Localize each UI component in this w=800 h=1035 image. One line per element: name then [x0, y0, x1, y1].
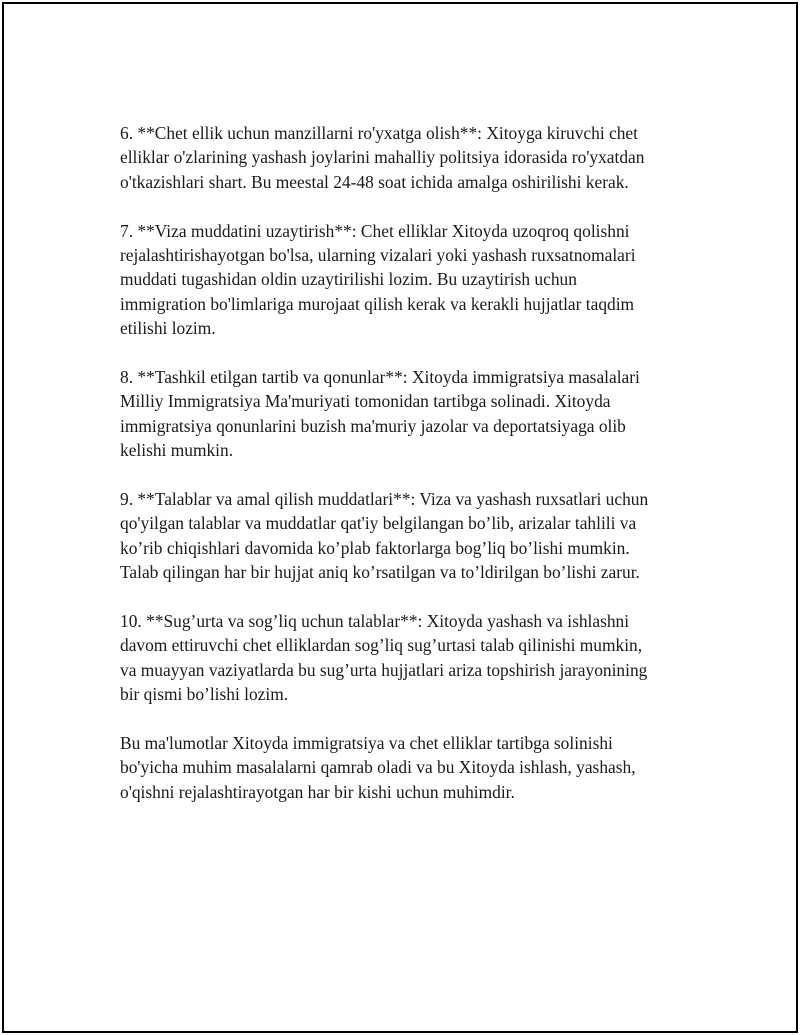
paragraph-item-8: 8. **Tashkil etilgan tartib va qonunlar**: Xitoyda immigratsiya masalalari Milliy Immigratsiya Ma'muriyati tomonidan tartibga solinadi. Xitoyda immigratsiya qonunlarini buzish ma'muriy jazolar va deportatsiyaga olib kelishi mumkin.	[120, 367, 640, 461]
paragraph-item-10: 10. **Sug’urta va sog’liq uchun talablar**: Xitoyda yashash va ishlashni davom ettiruvchi chet elliklardan sog’liq sug’urtasi talab qilinishi mumkin, va muayyan vaziyatlarda bu sug’urta hujjatlari ariza topshirish jarayonining bir qismi bo’lishi lozim.	[120, 611, 648, 705]
document-body	[120, 121, 690, 829]
paragraph-item-6: 6. **Chet ellik uchun manzillarni ro'yxatga olish**: Xitoyga kiruvchi chet elliklar o'zlarining yashash joylarini mahalliy politsiya idorasida ro'yxatdan o'tkazishlari shart. Bu meestal 24-48 soat ichida amalga oshirilishi kerak.	[120, 123, 645, 192]
paragraph-item-7: 7. **Viza muddatini uzaytirish**: Chet elliklar Xitoyda uzoqroq qolishni rejalashtirishayotgan bo'lsa, ularning vizalari yoki yashash ruxsatnomalari muddati tugashidan oldin uzaytirilishi lozim. Bu uzaytirish uchun immigration bo'limlariga murojaat qilish kerak va kerakli hujjatlar taqdim etilishi lozim.	[120, 220, 636, 339]
paragraph-item-9: 9. **Talablar va amal qilish muddatlari**: Viza va yashash ruxsatlari uchun qo'yilgan talablar va muddatlar qat'iy belgilangan bo’lib, arizalar tahlili va ko’rib chiqishlari davomida ko’plab faktorlarga bog’liq bo’lishi mumkin. Talab qilingan har bir hujjat aniq ko’rsatilgan va to’ldirilgan bo’lishi zarur.	[120, 489, 649, 583]
document-page	[2, 2, 798, 1033]
paragraph-summary: Bu ma'lumotlar Xitoyda immigratsiya va chet elliklar tartibga solinishi bo'yicha muhim masalalarni qamrab oladi va bu Xitoyda ishlash, yashash, o'qishni rejalashtirayotgan har bir kishi uchun muhimdir.	[120, 733, 636, 802]
